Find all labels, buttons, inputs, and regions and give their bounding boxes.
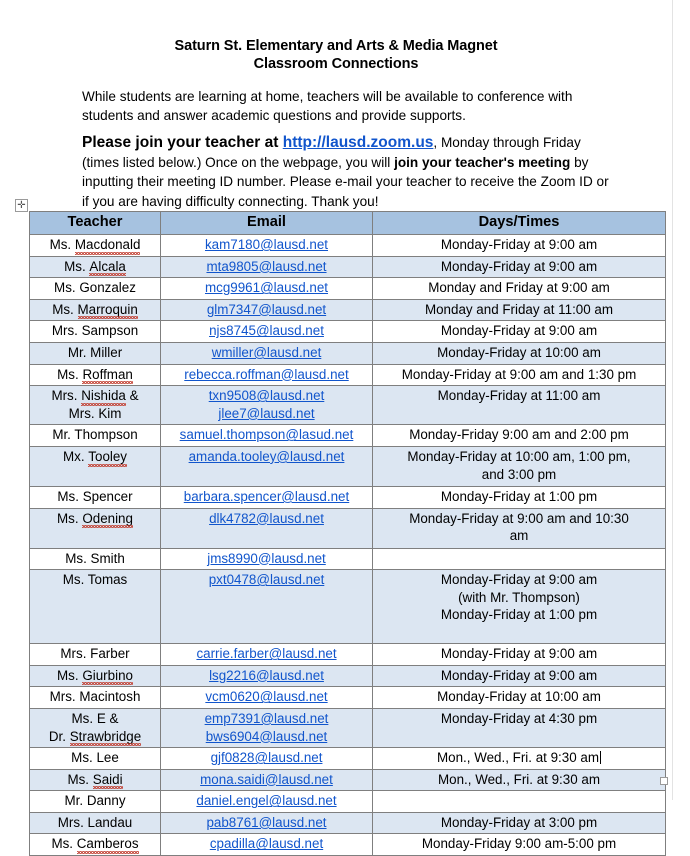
cell-email bbox=[161, 748, 373, 770]
teacher-name-token: Sampson bbox=[81, 323, 139, 339]
cell-teacher bbox=[30, 687, 161, 709]
teacher-name-token: Miller bbox=[90, 344, 123, 360]
cell-days-times bbox=[373, 791, 666, 813]
table-row bbox=[30, 508, 666, 548]
teacher-name-token: E bbox=[96, 710, 106, 726]
teacher-name-token: Ms. bbox=[71, 710, 94, 726]
teacher-name-token: Macintosh bbox=[79, 689, 141, 705]
table-row bbox=[30, 321, 666, 343]
teacher-name-token: Mr. bbox=[67, 344, 87, 360]
cell-days-times: Monday-Friday at 9:00 am (with Mr. Thompson) Monday-Friday at 1:00 pm bbox=[373, 570, 666, 644]
teacher-name-token: Thompson bbox=[74, 427, 138, 443]
join-instructions-paragraph bbox=[82, 133, 616, 211]
title-line-1: Saturn St. Elementary and Arts & Media Magnet bbox=[174, 38, 498, 54]
teacher-name-token: Odening bbox=[82, 510, 133, 526]
email-link[interactable]: pxt0478@lausd.net bbox=[208, 572, 325, 588]
cell-days-times: Monday-Friday at 3:00 pm bbox=[373, 812, 666, 834]
teacher-name-token: Tooley bbox=[88, 448, 128, 464]
cell-email bbox=[161, 570, 373, 644]
cell-days-times: Monday-Friday 9:00 am-5:00 pm bbox=[373, 834, 666, 856]
table-move-handle-icon[interactable]: ✛ bbox=[15, 199, 28, 212]
teacher-name-token: Ms. bbox=[51, 836, 74, 852]
join-lead-text: Please join your teacher at bbox=[82, 134, 283, 151]
cell-teacher bbox=[30, 508, 161, 548]
email-link[interactable]: vcm0620@lausd.net bbox=[205, 689, 328, 705]
teacher-name-token: Marroquin bbox=[77, 301, 138, 317]
text-cursor bbox=[600, 751, 601, 764]
cell-teacher bbox=[30, 644, 161, 666]
cell-email bbox=[161, 364, 373, 386]
email-link[interactable]: wmiller@lausd.net bbox=[211, 344, 322, 360]
teacher-name-token: Danny bbox=[86, 793, 126, 809]
cell-email bbox=[161, 834, 373, 856]
page-right-edge bbox=[672, 0, 690, 800]
cell-teacher bbox=[30, 364, 161, 386]
teacher-schedule-table bbox=[29, 211, 666, 856]
column-header-teacher[interactable]: Teacher bbox=[30, 212, 161, 235]
cell-teacher bbox=[30, 812, 161, 834]
intro-paragraph: While students are learning at home, teachers will be available to conference with students and answer academic questions and provide supports. bbox=[82, 89, 573, 123]
cell-teacher bbox=[30, 446, 161, 486]
cell-days-times: Monday and Friday at 9:00 am bbox=[373, 278, 666, 300]
cell-email bbox=[161, 278, 373, 300]
email-link[interactable]: daniel.engel@lausd.net bbox=[196, 793, 337, 809]
cell-email bbox=[161, 342, 373, 364]
table-row bbox=[30, 364, 666, 386]
cell-email bbox=[161, 235, 373, 257]
cell-email bbox=[161, 791, 373, 813]
table-resize-handle[interactable] bbox=[660, 777, 668, 785]
email-link[interactable]: emp7391@lausd.net bbox=[204, 710, 329, 726]
teacher-name-token: Mr. bbox=[52, 427, 71, 443]
teacher-name-token: Dr. bbox=[48, 728, 66, 744]
cell-email bbox=[161, 548, 373, 570]
column-header-email[interactable]: Email bbox=[161, 212, 373, 235]
cell-email bbox=[161, 508, 373, 548]
cell-days-times: Monday-Friday at 9:00 am bbox=[373, 321, 666, 343]
teacher-name-token: Mx. bbox=[62, 448, 85, 464]
table-row bbox=[30, 278, 666, 300]
table-row bbox=[30, 748, 666, 770]
cell-days-times: Monday-Friday at 11:00 am bbox=[373, 386, 666, 425]
table-row bbox=[30, 425, 666, 447]
cell-teacher bbox=[30, 665, 161, 687]
cell-email bbox=[161, 644, 373, 666]
email-link[interactable]: samuel.thompson@lasud.net bbox=[179, 427, 354, 443]
table-row bbox=[30, 570, 666, 644]
email-link[interactable]: dlk4782@lausd.net bbox=[209, 510, 324, 526]
teacher-name-token: Smith bbox=[90, 550, 125, 566]
teacher-name-token: Ms. bbox=[71, 750, 93, 766]
cell-teacher bbox=[30, 834, 161, 856]
cell-teacher bbox=[30, 486, 161, 508]
teacher-name-token: Ms. bbox=[65, 550, 87, 566]
table-row bbox=[30, 256, 666, 278]
cell-teacher bbox=[30, 256, 161, 278]
teacher-name-token: Tomas bbox=[87, 572, 128, 588]
cell-teacher bbox=[30, 748, 161, 770]
cell-email bbox=[161, 321, 373, 343]
teacher-name-token: Gonzalez bbox=[79, 280, 136, 296]
email-link[interactable]: mcg9961@lausd.net bbox=[204, 280, 329, 296]
teacher-name-token: Saidi bbox=[92, 771, 123, 787]
table-row bbox=[30, 299, 666, 321]
teacher-name-token: Mrs. bbox=[51, 323, 78, 339]
cell-days-times: Monday-Friday at 9:00 am and 10:30 am bbox=[373, 508, 666, 548]
page-title bbox=[0, 38, 672, 73]
cell-days-times: Monday and Friday at 11:00 am bbox=[373, 299, 666, 321]
cell-teacher bbox=[30, 570, 161, 644]
zoom-link[interactable]: http://lausd.zoom.us bbox=[282, 134, 434, 151]
teacher-name-token: Lee bbox=[96, 750, 119, 766]
teacher-name-token: & bbox=[129, 388, 139, 404]
table-body bbox=[30, 235, 666, 856]
teacher-name-token: Nishida bbox=[81, 388, 126, 404]
cell-days-times: Monday-Friday at 9:00 am bbox=[373, 665, 666, 687]
cell-email bbox=[161, 687, 373, 709]
teacher-name-token: Ms. bbox=[57, 488, 79, 504]
cell-email bbox=[161, 446, 373, 486]
email-link[interactable]: barbara.spencer@lausd.net bbox=[183, 488, 350, 504]
teacher-name-token: Ms. bbox=[67, 771, 90, 787]
cell-days-times: Monday-Friday at 9:00 am bbox=[373, 235, 666, 257]
cell-days-times: Monday-Friday 9:00 am and 2:00 pm bbox=[373, 425, 666, 447]
teacher-name-token: Macdonald bbox=[74, 237, 141, 252]
table-row bbox=[30, 235, 666, 257]
teacher-name-token: Landau bbox=[87, 814, 133, 830]
cell-days-times: Monday-Friday at 10:00 am bbox=[373, 342, 666, 364]
teacher-name-token: Mrs. bbox=[49, 689, 76, 705]
cell-days-times: Monday-Friday at 9:00 am and 1:30 pm bbox=[373, 364, 666, 386]
teacher-name-token: Mr. bbox=[64, 793, 84, 809]
email-link[interactable]: lsg2216@lausd.net bbox=[209, 667, 324, 683]
teacher-name-token: Alcala bbox=[89, 258, 126, 274]
cell-email bbox=[161, 386, 373, 425]
email-link[interactable]: carrie.farber@lausd.net bbox=[196, 646, 337, 662]
table-row bbox=[30, 486, 666, 508]
join-rest-2: by inputting their meeting ID number. Please e-mail your teacher to receive the Zoom ID or if you are having difficulty connecting. Thank you! bbox=[82, 154, 609, 209]
table-row bbox=[30, 687, 666, 709]
teacher-name-token: Ms. bbox=[57, 667, 79, 683]
teacher-name-token: Roffman bbox=[82, 366, 133, 382]
table-row bbox=[30, 548, 666, 570]
cell-teacher bbox=[30, 425, 161, 447]
join-rest-1: , Monday through Friday (times listed below.) Once on the webpage, you will bbox=[82, 135, 581, 170]
cell-email bbox=[161, 812, 373, 834]
email-link[interactable]: mona.saidi@lausd.net bbox=[200, 771, 333, 787]
cell-teacher bbox=[30, 791, 161, 813]
cell-days-times: Monday-Friday at 10:00 am bbox=[373, 687, 666, 709]
teacher-name-token: Mrs. bbox=[60, 646, 87, 662]
cell-email bbox=[161, 299, 373, 321]
column-header-days-times[interactable]: Days/Times bbox=[373, 212, 666, 235]
cell-teacher bbox=[30, 386, 161, 425]
table-header-row bbox=[30, 212, 666, 235]
email-link[interactable]: mta9805@lausd.net bbox=[206, 258, 327, 274]
cell-days-times: Monday-Friday at 9:00 am bbox=[373, 644, 666, 666]
cell-teacher bbox=[30, 548, 161, 570]
teacher-name-token: Ms. bbox=[52, 301, 74, 317]
table-row bbox=[30, 446, 666, 486]
cell-days-times: Mon., Wed., Fri. at 9:30 am bbox=[373, 769, 666, 791]
table-row bbox=[30, 386, 666, 425]
table-row bbox=[30, 665, 666, 687]
teacher-name-token: Strawbridge bbox=[69, 728, 142, 744]
cell-days-times bbox=[373, 548, 666, 570]
cell-email bbox=[161, 486, 373, 508]
cell-email bbox=[161, 708, 373, 747]
cell-teacher bbox=[30, 769, 161, 791]
cell-days-times: Monday-Friday at 10:00 am, 1:00 pm, and 3:00 pm bbox=[373, 446, 666, 486]
teacher-name-token: Ms. bbox=[57, 510, 79, 526]
cell-days-times: Mon., Wed., Fri. at 9:30 am bbox=[373, 748, 666, 770]
table-row bbox=[30, 834, 666, 856]
cell-days-times: Monday-Friday at 9:00 am bbox=[373, 256, 666, 278]
cell-teacher bbox=[30, 278, 161, 300]
email-link[interactable]: glm7347@lausd.net bbox=[206, 301, 327, 317]
teacher-name-token: Spencer bbox=[82, 488, 133, 504]
teacher-name-token: Farber bbox=[90, 646, 130, 662]
table-row bbox=[30, 812, 666, 834]
cell-email bbox=[161, 665, 373, 687]
email-link[interactable]: txn9508@lausd.net bbox=[208, 388, 325, 404]
cell-days-times: Monday-Friday at 4:30 pm bbox=[373, 708, 666, 747]
email-link[interactable]: pab8761@lausd.net bbox=[206, 814, 327, 830]
teacher-name-token: Ms. bbox=[64, 258, 86, 274]
teacher-name-token: Ms. bbox=[62, 572, 85, 588]
table-row bbox=[30, 708, 666, 747]
teacher-name-token: Mrs. bbox=[51, 388, 78, 404]
email-link[interactable]: bws6904@lausd.net bbox=[205, 728, 328, 744]
email-link[interactable]: amanda.tooley@lausd.net bbox=[188, 448, 345, 464]
email-link[interactable]: rebecca.roffman@lausd.net bbox=[184, 366, 349, 382]
email-link[interactable]: jlee7@lausd.net bbox=[218, 405, 315, 421]
teacher-name-token: Ms. bbox=[57, 366, 79, 382]
table-row bbox=[30, 769, 666, 791]
cell-teacher bbox=[30, 321, 161, 343]
teacher-name-token: Kim bbox=[98, 405, 122, 421]
title-line-2: Classroom Connections bbox=[253, 55, 419, 72]
teacher-name-token: Mrs. bbox=[68, 405, 95, 421]
table-row bbox=[30, 644, 666, 666]
cell-teacher bbox=[30, 708, 161, 747]
cell-teacher bbox=[30, 342, 161, 364]
email-link[interactable]: jms8990@lausd.net bbox=[207, 550, 326, 566]
email-link[interactable]: gjf0828@lausd.net bbox=[210, 750, 323, 766]
teacher-name-token: Mrs. bbox=[57, 814, 84, 830]
email-link[interactable]: njs8745@lausd.net bbox=[209, 323, 324, 339]
cell-teacher bbox=[30, 235, 161, 257]
cell-email bbox=[161, 769, 373, 791]
cell-email bbox=[161, 256, 373, 278]
email-link[interactable]: cpadilla@lausd.net bbox=[209, 836, 324, 852]
table-row bbox=[30, 791, 666, 813]
email-link[interactable]: kam7180@lausd.net bbox=[204, 237, 329, 252]
teacher-name-token: Camberos bbox=[76, 836, 139, 852]
teacher-name-token: Giurbino bbox=[82, 667, 133, 683]
teacher-name-token: & bbox=[109, 710, 119, 726]
table-row bbox=[30, 342, 666, 364]
teacher-name-token: Ms. bbox=[54, 280, 76, 296]
cell-teacher bbox=[30, 299, 161, 321]
cell-email bbox=[161, 425, 373, 447]
join-bold-phrase: join your teacher's meeting bbox=[394, 154, 571, 170]
teacher-name-token: Ms. bbox=[49, 237, 72, 252]
cell-days-times: Monday-Friday at 1:00 pm bbox=[373, 486, 666, 508]
